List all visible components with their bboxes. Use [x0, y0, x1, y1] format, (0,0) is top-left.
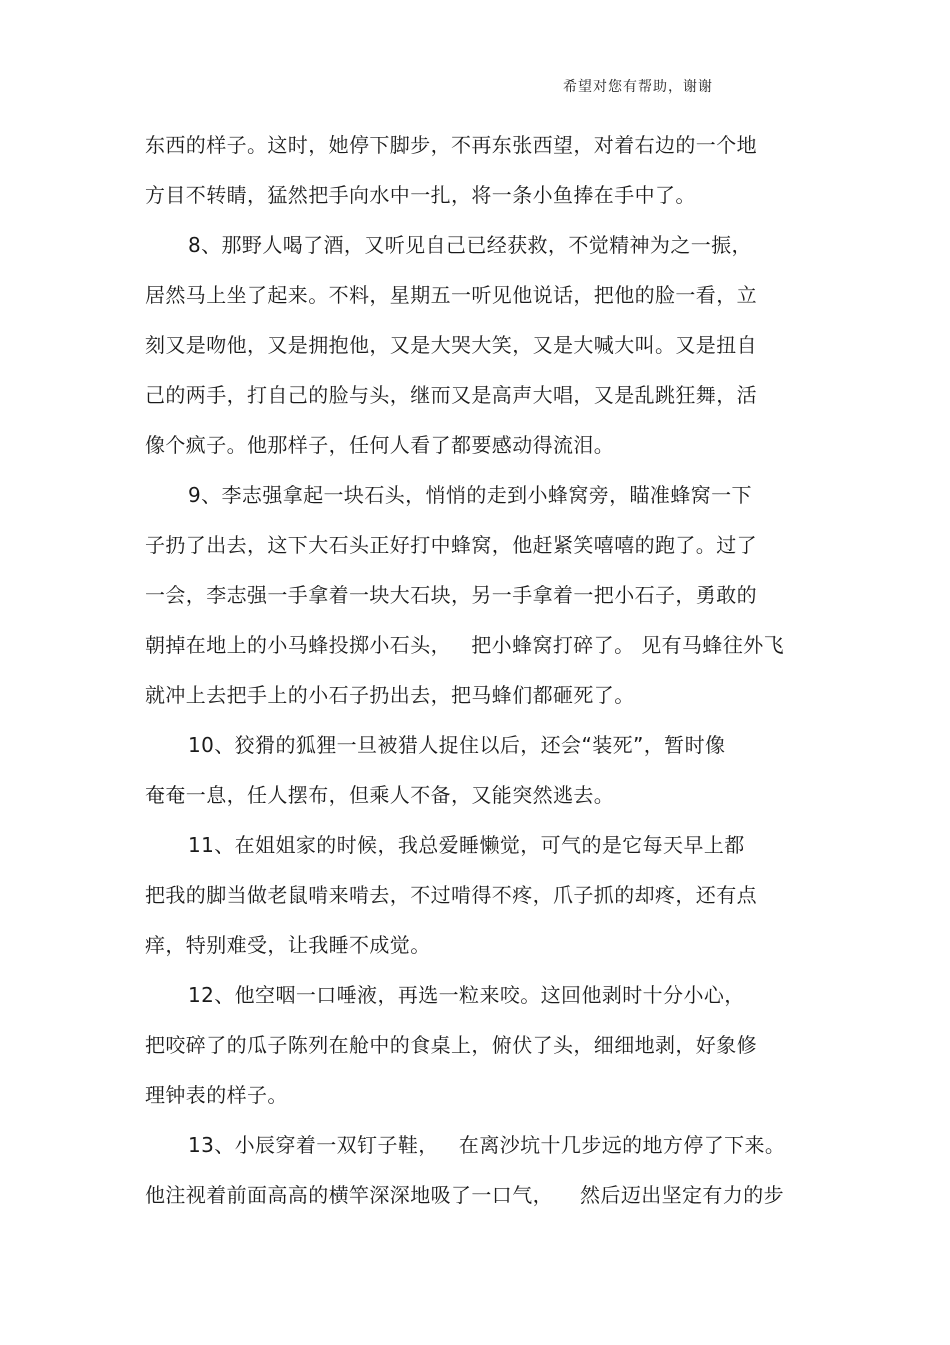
page-header: 希望对您有帮助，谢谢: [563, 79, 713, 95]
text-line: 像个疯子。他那样子，任何人看了都要感动得流泪。: [145, 433, 615, 457]
paragraph-start-10: 10、狡猾的狐狸一旦被猎人捉住以后，还会“装死”，暂时像: [188, 733, 726, 757]
text-line: 居然马上坐了起来。不料，星期五一听见他说话，把他的脸一看，立: [145, 283, 757, 307]
paragraph-start-13: 13、小辰穿着一双钉子鞋， 在离沙坑十几步远的地方停了下来。: [188, 1133, 786, 1157]
text-line: 把咬碎了的瓜子陈列在舱中的食桌上，俯伏了头，细细地剥，好象修: [145, 1033, 757, 1057]
text-line: 东西的样子。这时，她停下脚步，不再东张西望，对着右边的一个地: [145, 133, 757, 157]
paragraph-start-9: 9、李志强拿起一块石头，悄悄的走到小蜂窝旁，瞄准蜂窝一下: [188, 483, 752, 507]
paragraph-start-11: 11、在姐姐家的时候，我总爱睡懒觉，可气的是它每天早上都: [188, 833, 745, 857]
text-line: 他注视着前面高高的横竿深深地吸了一口气， 然后迈出坚定有力的步: [145, 1183, 785, 1207]
text-line: 己的两手，打自己的脸与头，继而又是高声大唱，又是乱跳狂舞，活: [145, 383, 757, 407]
text-line: 刻又是吻他，又是拥抱他，又是大哭大笑，又是大喊大叫。又是扭自: [145, 333, 757, 357]
text-line: 朝掉在地上的小马蜂投掷小石头， 把小蜂窝打碎了。 见有马蜂往外飞: [145, 633, 785, 657]
paragraph-start-8: 8、那野人喝了酒，又听见自己已经获救，不觉精神为之一振，: [188, 233, 752, 257]
text-line: 理钟表的样子。: [145, 1083, 288, 1107]
text-line: 痒，特别难受，让我睡不成觉。: [145, 933, 431, 957]
text-line: 奄奄一息，任人摆布，但乘人不备，又能突然逃去。: [145, 783, 615, 807]
text-line: 一会，李志强一手拿着一块大石块，另一手拿着一把小石子，勇敢的: [145, 583, 757, 607]
text-line: 把我的脚当做老鼠啃来啃去，不过啃得不疼，爪子抓的却疼，还有点: [145, 883, 757, 907]
text-line: 子扔了出去，这下大石头正好打中蜂窝，他赶紧笑嘻嘻的跑了。过了: [145, 533, 757, 557]
text-line: 方目不转睛，猛然把手向水中一扎，将一条小鱼捧在手中了。: [145, 183, 696, 207]
paragraph-start-12: 12、他空咽一口唾液，再选一粒来咬。这回他剥时十分小心，: [188, 983, 745, 1007]
text-line: 就冲上去把手上的小石子扔出去，把马蜂们都砸死了。: [145, 683, 635, 707]
